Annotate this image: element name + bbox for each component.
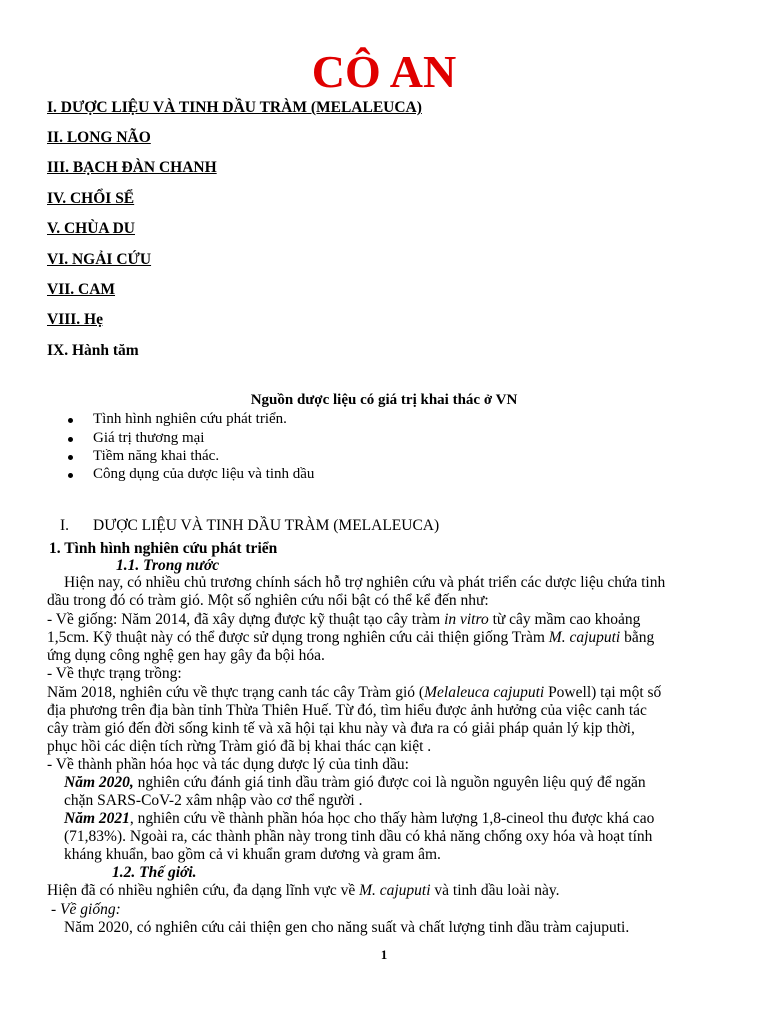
paragraph-line: - Về thành phần hóa học và tác dụng dược lý của tinh dầu: <box>47 756 409 773</box>
toc-item-2: II. LONG NÃO <box>47 129 151 146</box>
text-run: nghiên cứu đánh giá tinh dầu tràm gió được coi là nguồn nguyên liệu quý để ngăn <box>133 774 646 791</box>
text-run-italic: in vitro <box>444 611 489 628</box>
toc-item-6: VI. NGẢI CỨU <box>47 251 152 268</box>
text-run: Powell) tại một số <box>544 684 662 701</box>
text-run-italic: Melaleuca cajuputi <box>424 684 545 701</box>
bullet-icon <box>68 418 73 423</box>
paragraph-line <box>64 810 654 828</box>
toc-item-5: V. CHÙA DU <box>47 220 135 237</box>
bullet-text: Giá trị thương mại <box>93 430 205 446</box>
text-run: từ cây mầm cao khoảng <box>488 611 641 628</box>
paragraph-line: - Về giống: <box>51 901 121 918</box>
toc-item-3: III. BẠCH ĐÀN CHANH <box>47 159 217 176</box>
subsection-heading: 1. Tình hình nghiên cứu phát triển <box>49 540 278 557</box>
document-title: CÔ AN <box>311 46 457 97</box>
text-run: và tinh dầu loài này. <box>430 882 560 899</box>
text-run-italic: M. cajuputi <box>359 882 431 899</box>
paragraph-line <box>47 882 560 900</box>
paragraph-line: chặn SARS-CoV-2 xâm nhập vào cơ thể người . <box>64 792 363 809</box>
subsection-heading-world: 1.2. Thế giới. <box>112 864 197 881</box>
toc-item-1: I. DƯỢC LIỆU VÀ TINH DẦU TRÀM (MELALEUCA) <box>47 99 422 116</box>
toc-item-9: IX. Hành tăm <box>47 342 139 359</box>
text-run: - Về giống: Năm 2014, đã xây dựng được kỹ thuật tạo cây tràm <box>47 611 445 628</box>
paragraph-line <box>47 629 654 647</box>
paragraph-line <box>47 611 640 629</box>
paragraph-line: (71,83%). Ngoài ra, các thành phần này trong tinh dầu có khả năng chống oxy hóa và hoạt tính <box>64 828 653 845</box>
text-run: Năm 2018, nghiên cứu về thực trạng canh tác cây Tràm gió ( <box>47 684 425 701</box>
paragraph-line: địa phương trên địa bàn tỉnh Thừa Thiên Huế. Từ đó, tìm hiểu được ảnh hưởng của việc canh tác <box>47 702 647 719</box>
bullet-text: Tình hình nghiên cứu phát triển. <box>93 411 287 427</box>
section-subtitle: Nguồn dược liệu có giá trị khai thác ở VN <box>250 392 518 408</box>
subsection-heading-domestic: 1.1. Trong nước <box>116 557 220 574</box>
paragraph-line: ứng dụng công nghệ gen hay gây đa bội hóa. <box>47 647 325 664</box>
paragraph-line: dầu trong đó có tràm gió. Một số nghiên cứu nổi bật có thể kể đến như: <box>47 592 489 609</box>
text-run-italic: M. cajuputi <box>548 629 621 646</box>
text-run-bold-italic: Năm 2021 <box>64 810 130 827</box>
paragraph-line: - Về thực trạng trồng: <box>47 665 182 682</box>
text-run: 1,5cm. Kỹ thuật này có thể được sử dụng trong nghiên cứu cải thiện giống Tràm <box>47 629 549 646</box>
paragraph-line: Năm 2020, có nghiên cứu cải thiện gen cho năng suất và chất lượng tinh dầu tràm cajuputi. <box>64 919 630 936</box>
paragraph-line <box>64 774 646 792</box>
paragraph-line <box>47 684 661 702</box>
text-run: , nghiên cứu về thành phần hóa học cho thấy hàm lượng 1,8-cineol thu được khá cao <box>129 810 655 827</box>
toc-item-8: VIII. Hẹ <box>47 311 103 328</box>
bullet-text: Công dụng của dược liệu và tinh dầu <box>93 466 315 482</box>
paragraph-line: phục hồi các diện tích rừng Tràm gió đã bị khai thác cạn kiệt . <box>47 738 432 755</box>
bullet-icon <box>68 437 73 442</box>
text-run: Hiện đã có nhiều nghiên cứu, đa dạng lĩnh vực về <box>47 882 360 899</box>
section-heading <box>60 517 439 535</box>
bullet-icon <box>68 455 73 460</box>
toc-item-4: IV. CHỔI SỂ <box>47 190 135 207</box>
bullet-text: Tiềm năng khai thác. <box>93 448 220 464</box>
page-number: 1 <box>380 947 388 962</box>
paragraph-line: Hiện nay, có nhiều chủ trương chính sách hỗ trợ nghiên cứu và phát triển các dược liệu chứa tinh <box>64 574 666 591</box>
bullet-icon <box>68 473 73 478</box>
section-number: I. <box>60 517 70 534</box>
paragraph-line: kháng khuẩn, bao gồm cả vi khuẩn gram dương và gram âm. <box>64 846 441 863</box>
text-run-bold-italic: Năm 2020, <box>64 774 134 791</box>
text-run: bằng <box>620 629 655 646</box>
section-title: DƯỢC LIỆU VÀ TINH DẦU TRÀM (MELALEUCA) <box>93 517 440 534</box>
toc-item-7: VII. CAM <box>47 281 116 298</box>
paragraph-line: cây tràm gió đến đời sống kinh tế và xã hội tại khu này và đưa ra có giải pháp quản lý kịp thời, <box>47 720 635 737</box>
